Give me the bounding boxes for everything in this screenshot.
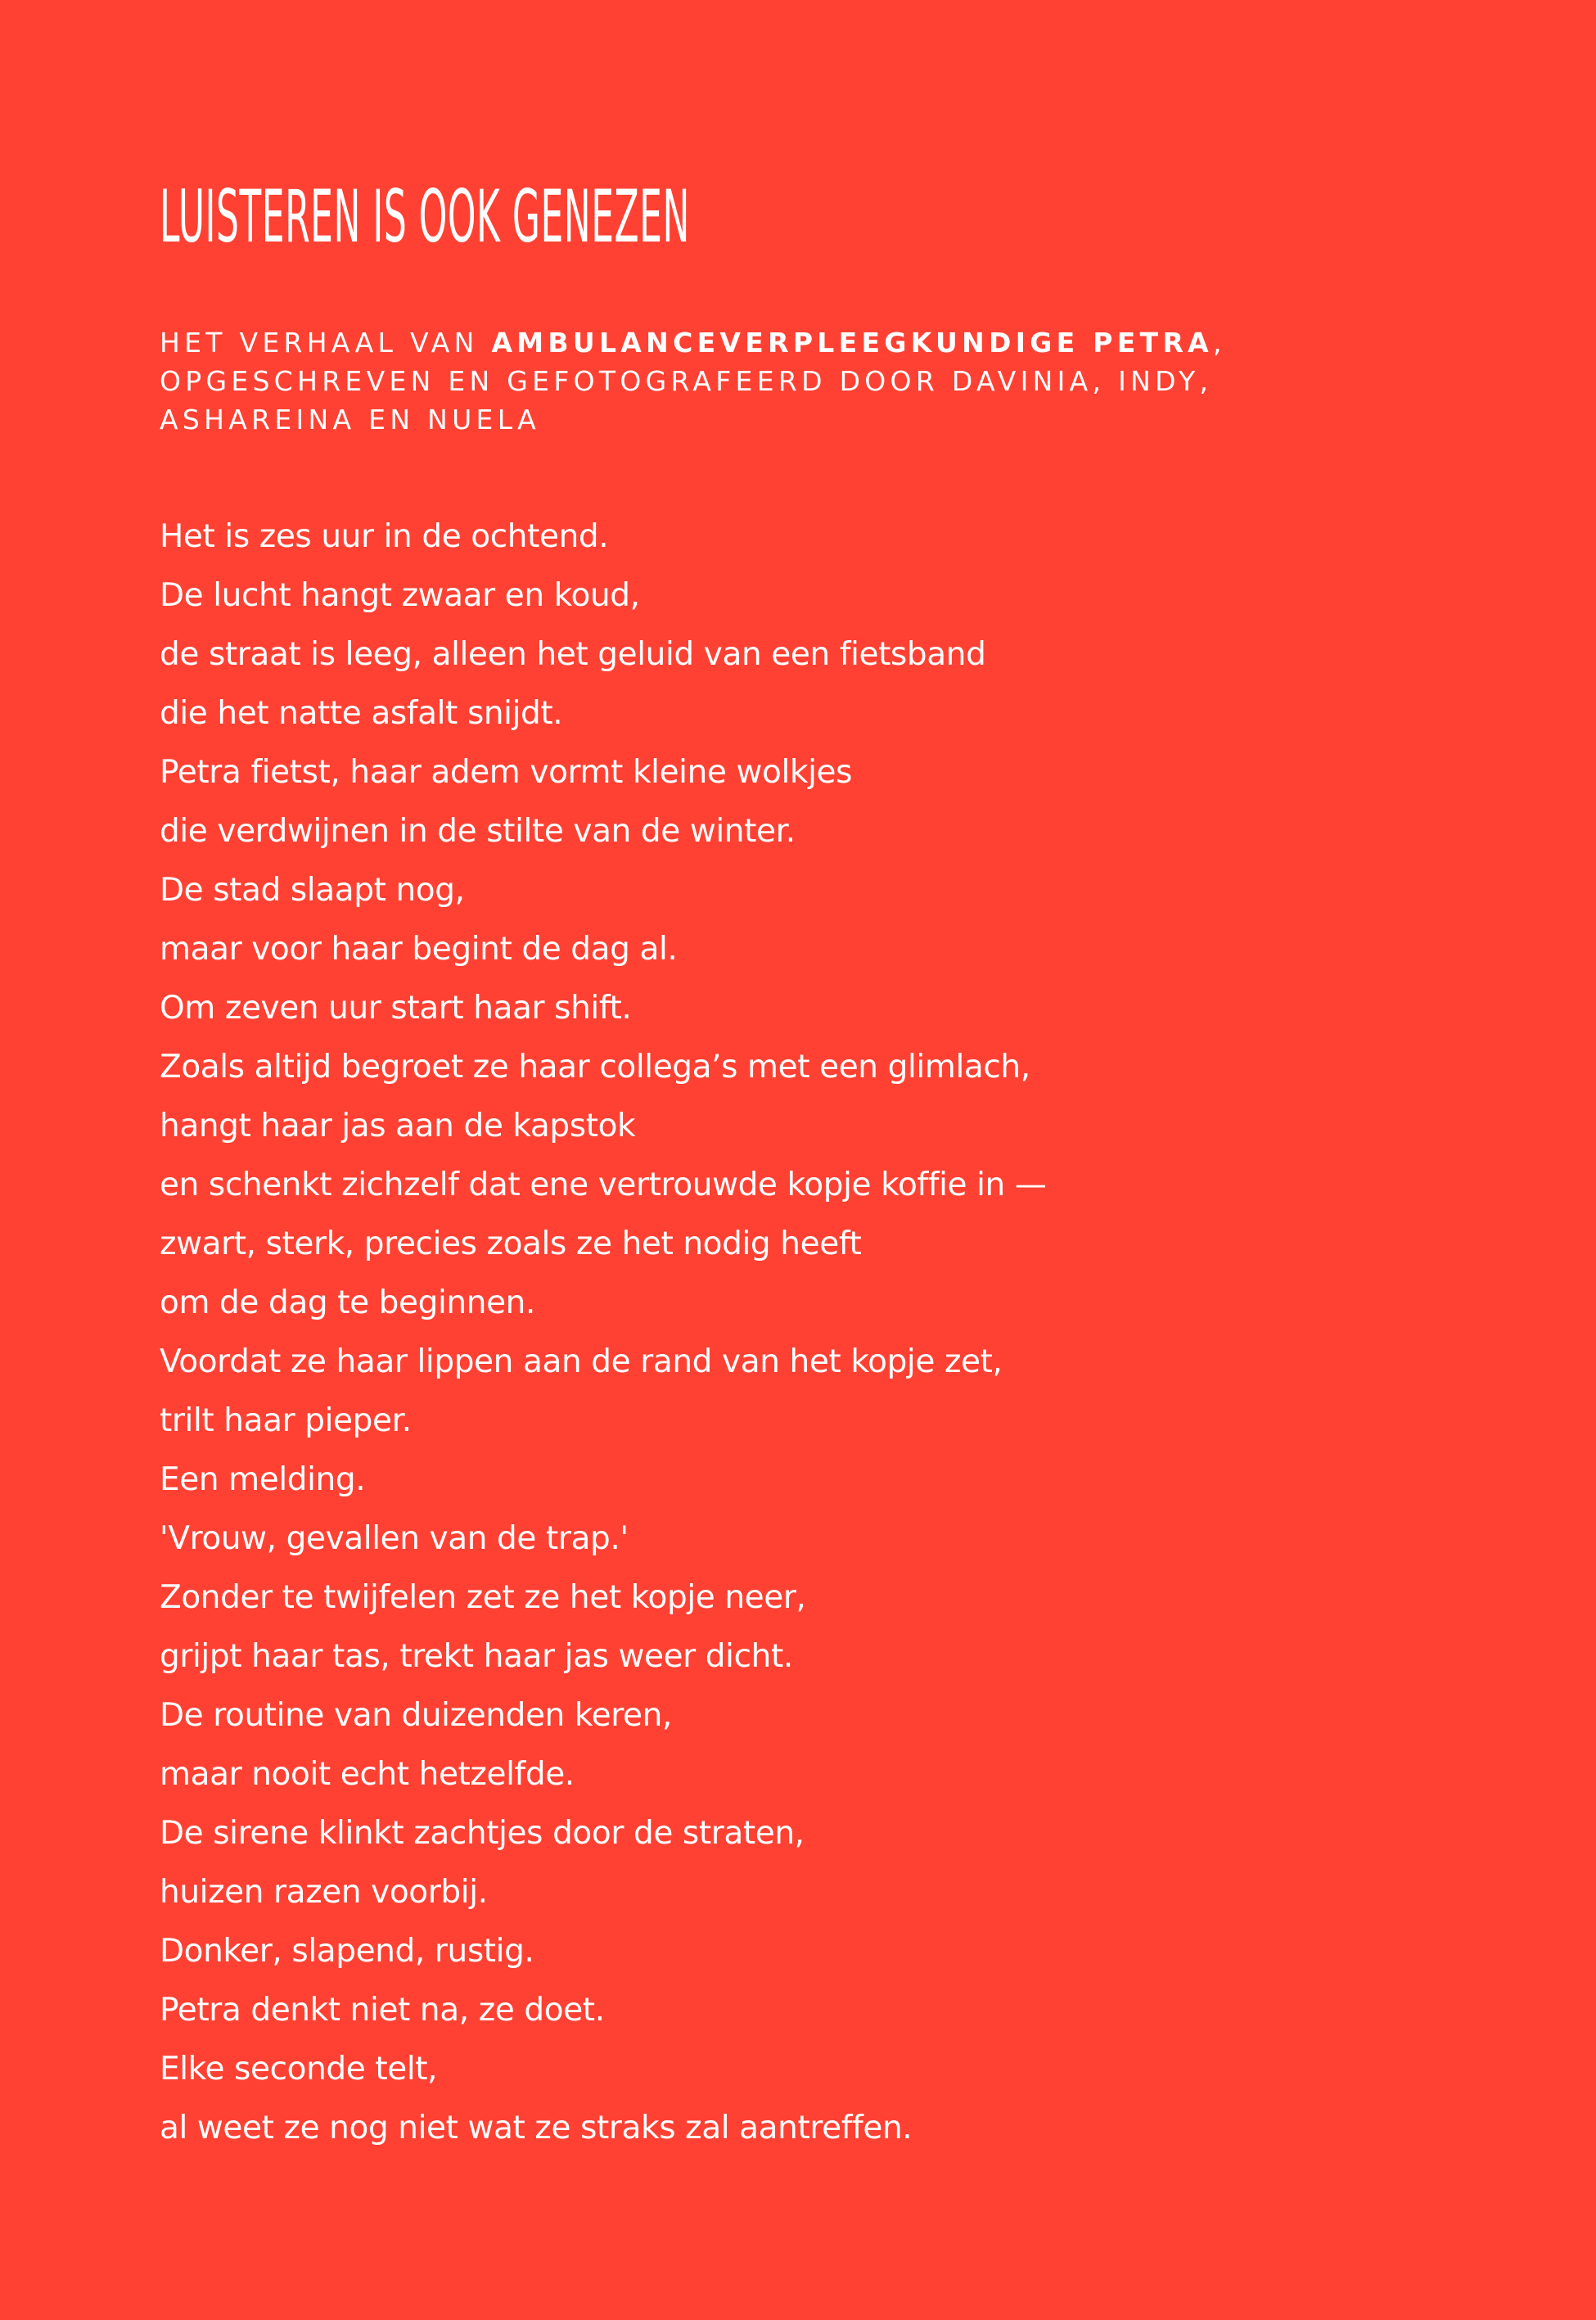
byline-line-2: OPGESCHREVEN EN GEFOTOGRAFEERD DOOR DAVINIA, INDY, — [160, 365, 1213, 397]
poem-line: zwart, sterk, precies zoals ze het nodig heeft — [160, 1225, 862, 1262]
poem-line: om de dag te beginnen. — [160, 1284, 535, 1321]
poem-line: maar voor haar begint de dag al. — [160, 931, 678, 968]
byline-line-3: ASHAREINA EN NUELA — [160, 404, 541, 436]
poem-line: trilt haar pieper. — [160, 1402, 412, 1439]
poem-line: Om zeven uur start haar shift. — [160, 990, 632, 1027]
poem-line: De lucht hangt zwaar en koud, — [160, 577, 640, 614]
poem-line: Een melding. — [160, 1461, 366, 1498]
poem-line: de straat is leeg, alleen het geluid van een fietsband — [160, 636, 986, 673]
byline-prefix: HET VERHAAL VAN — [160, 327, 492, 359]
poem-line: maar nooit echt hetzelfde. — [160, 1756, 575, 1793]
poem-line: Zoals altijd begroet ze haar collega’s met een glimlach, — [160, 1049, 1030, 1086]
poem-line: Donker, slapend, rustig. — [160, 1933, 534, 1970]
poem-line: 'Vrouw, gevallen van de trap.' — [160, 1520, 629, 1557]
poem-line: Het is zes uur in de ochtend. — [160, 518, 609, 555]
poem-line: al weet ze nog niet wat ze straks zal aantreffen. — [160, 2110, 913, 2146]
story-title: LUISTEREN IS OOK GENEZEN — [160, 174, 690, 259]
poem-line: hangt haar jas aan de kapstok — [160, 1108, 636, 1144]
poem-line: Voordat ze haar lippen aan de rand van het kopje zet, — [160, 1343, 1003, 1380]
poem-line: die het natte asfalt snijdt. — [160, 695, 563, 732]
poem-line: De stad slaapt nog, — [160, 872, 465, 909]
poem-line: Petra fietst, haar adem vormt kleine wolkjes — [160, 754, 853, 791]
byline-comma: , — [1213, 327, 1226, 359]
poem-line: die verdwijnen in de stilte van de winter. — [160, 813, 796, 850]
poem-line: grijpt haar tas, trekt haar jas weer dicht. — [160, 1638, 793, 1675]
poem-line: huizen razen voorbij. — [160, 1874, 488, 1911]
poem-line: De routine van duizenden keren, — [160, 1697, 672, 1734]
poem-line: Elke seconde telt, — [160, 2051, 438, 2088]
poem-line: Petra denkt niet na, ze doet. — [160, 1992, 605, 2029]
poem-line: De sirene klinkt zachtjes door de straten, — [160, 1815, 805, 1852]
poem-line: Zonder te twijfelen zet ze het kopje neer, — [160, 1579, 806, 1616]
poem-line: en schenkt zichzelf dat ene vertrouwde kopje koffie in — — [160, 1167, 1047, 1203]
story-byline — [160, 323, 1502, 439]
byline-subject: AMBULANCEVERPLEEGKUNDIGE PETRA — [491, 327, 1213, 359]
poem-body — [160, 508, 1469, 2158]
byline-line-1 — [160, 323, 1502, 362]
